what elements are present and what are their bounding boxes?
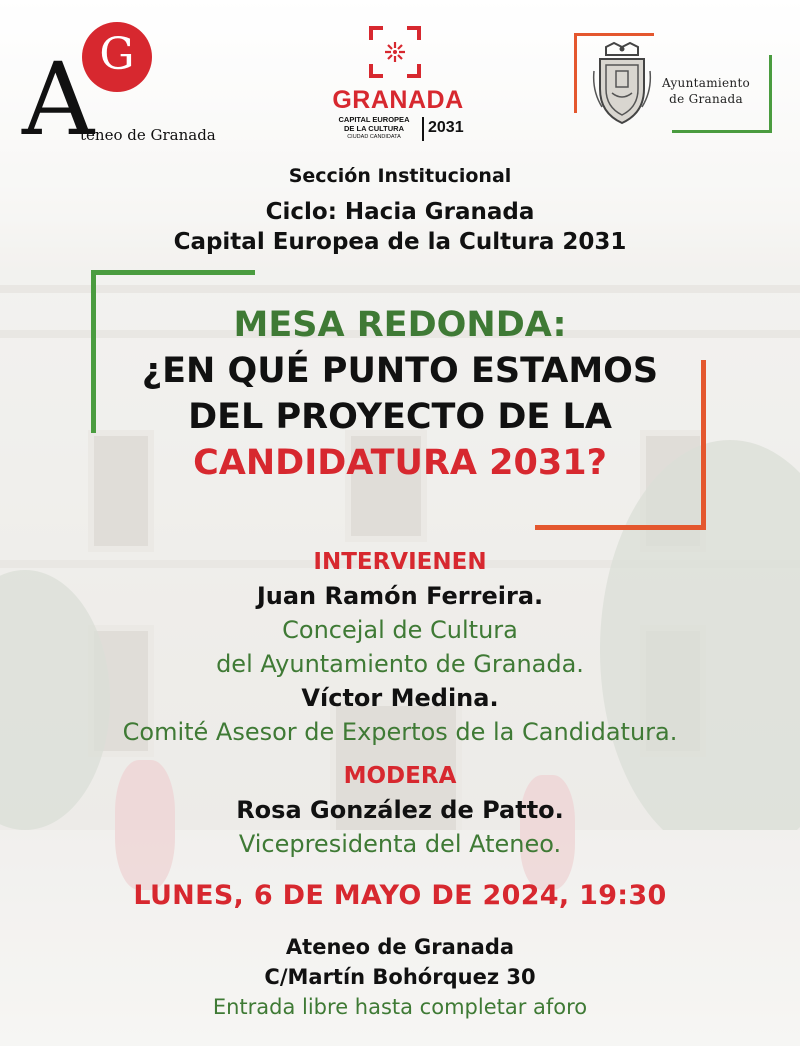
coat-of-arms-icon	[592, 41, 652, 127]
granada-logo-sub-line2: DE LA CULTURA	[344, 124, 404, 133]
ateneo-logo-letter: G	[99, 29, 135, 80]
ateneo-logo	[22, 22, 232, 158]
moderator-role: Vicepresidenta del Ateneo.	[238, 830, 562, 858]
headline	[0, 302, 800, 486]
granada-2031-logo	[318, 26, 478, 146]
ayto-bracket-top	[574, 33, 654, 36]
cycle-title-line1: Ciclo: Hacia Granada	[265, 199, 535, 225]
frame-bracket-top-left	[91, 270, 255, 275]
ayto-text-line2: de Granada	[669, 92, 743, 106]
ateneo-logo-name: teneo de Granada	[80, 126, 216, 144]
venue-block	[0, 932, 800, 1022]
speakers-heading: INTERVIENEN	[313, 549, 487, 575]
cycle-title	[0, 197, 800, 257]
ateneo-logo-big-letter: A	[22, 41, 95, 158]
cycle-title-line2: Capital Europea de la Cultura 2031	[173, 229, 627, 255]
granada-logo-year: 2031	[428, 119, 464, 136]
section-label: Sección Institucional	[288, 165, 512, 187]
granada-logo-sub-line1: CAPITAL EUROPEA	[338, 115, 410, 124]
ayto-bracket-left	[574, 33, 577, 113]
ayuntamiento-logo-text	[662, 75, 750, 107]
headline-line2: ¿EN QUÉ PUNTO ESTAMOS	[141, 351, 659, 391]
ayuntamiento-logo	[574, 33, 772, 133]
speakers-block	[0, 545, 800, 861]
ayto-bracket-bottom	[672, 130, 772, 133]
headline-line1: MESA REDONDA:	[233, 305, 567, 345]
moderator-name: Rosa González de Patto.	[236, 796, 564, 824]
granada-logo-subtitle	[328, 115, 420, 142]
venue-name: Ateneo de Granada	[285, 935, 515, 959]
event-date: LUNES, 6 DE MAYO DE 2024, 19:30	[133, 880, 667, 911]
entry-note: Entrada libre hasta completar aforo	[212, 995, 588, 1019]
headline-line3: DEL PROYECTO DE LA	[188, 397, 612, 437]
granada-logo-title: GRANADA	[332, 86, 464, 114]
ayto-bracket-right	[769, 55, 772, 133]
frame-bracket-bottom-right	[535, 525, 706, 530]
moderator-heading: MODERA	[343, 763, 457, 789]
speaker1-name: Juan Ramón Ferreira.	[256, 582, 544, 610]
headline-line4: CANDIDATURA 2031?	[193, 443, 607, 483]
speaker1-role-line2: del Ayuntamiento de Granada.	[216, 650, 584, 678]
speaker2-role: Comité Asesor de Expertos de la Candidatura.	[122, 718, 678, 746]
granada-logo-sub-line3: CIUDAD CANDIDATA	[347, 134, 401, 140]
granada-emblem-icon	[369, 26, 421, 78]
granada-logo-divider	[422, 117, 424, 141]
ayto-text-line1: Ayuntamiento	[662, 76, 751, 90]
venue-address: C/Martín Bohórquez 30	[264, 965, 536, 989]
speaker2-name: Víctor Medina.	[301, 684, 499, 712]
speaker1-role-line1: Concejal de Cultura	[282, 616, 518, 644]
